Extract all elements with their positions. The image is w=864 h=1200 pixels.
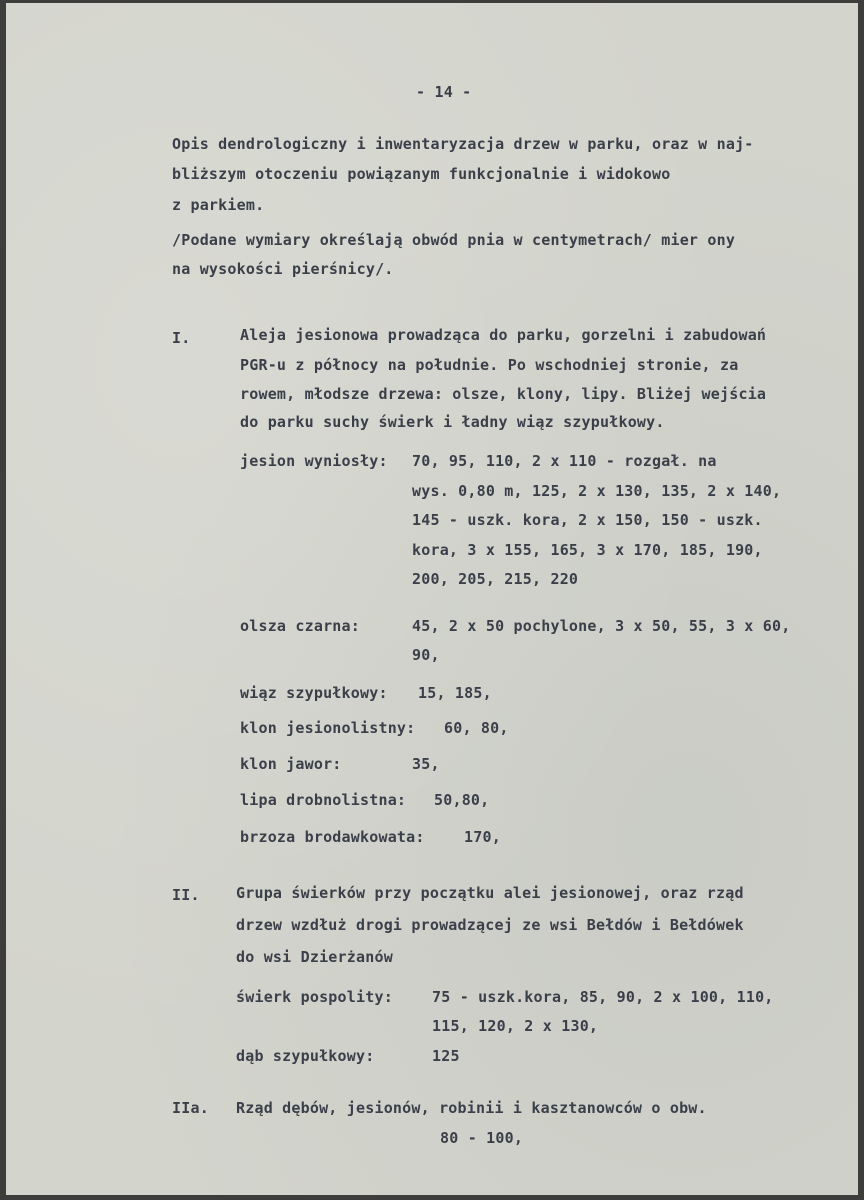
species-values: kora, 3 x 155, 165, 3 x 170, 185, 190, bbox=[412, 541, 763, 559]
section-desc-line: Aleja jesionowa prowadząca do parku, gorzelni i zabudowań bbox=[240, 326, 767, 344]
section-values: 80 - 100, bbox=[440, 1129, 524, 1147]
species-values: 45, 2 x 50 pochylone, 3 x 50, 55, 3 x 60, bbox=[412, 617, 791, 635]
species-name: świerk pospolity: bbox=[236, 988, 393, 1006]
section-desc-line: Grupa świerków przy początku alei jesionowej, oraz rząd bbox=[236, 884, 744, 902]
section-desc-line: Rząd dębów, jesionów, robinii i kasztanowców o obw. bbox=[236, 1099, 707, 1117]
species-name: jesion wyniosły: bbox=[240, 452, 388, 470]
species-name: dąb szypułkowy: bbox=[236, 1047, 375, 1065]
species-name: brzoza brodawkowata: bbox=[240, 828, 425, 846]
species-values: 70, 95, 110, 2 x 110 - rozgał. na bbox=[412, 452, 717, 470]
species-name: wiąz szypułkowy: bbox=[240, 684, 388, 702]
species-values: 90, bbox=[412, 646, 440, 664]
species-values: 60, 80, bbox=[444, 719, 509, 737]
species-values: wys. 0,80 m, 125, 2 x 130, 135, 2 x 140, bbox=[412, 482, 782, 500]
page-number: - 14 - bbox=[416, 83, 472, 101]
species-values: 145 - uszk. kora, 2 x 150, 150 - uszk. bbox=[412, 511, 763, 529]
intro-line: z parkiem. bbox=[172, 196, 265, 214]
intro-note-line: /Podane wymiary określają obwód pnia w centymetrach/ mier ony bbox=[172, 231, 736, 249]
section-desc-line: drzew wzdłuż drogi prowadzącej ze wsi Bełdów i Bełdówek bbox=[236, 916, 744, 934]
section-number: I. bbox=[172, 329, 191, 347]
species-name: klon jesionolistny: bbox=[240, 719, 416, 737]
section-number: IIa. bbox=[172, 1099, 209, 1117]
species-values: 200, 205, 215, 220 bbox=[412, 570, 579, 588]
intro-line: Opis dendrologiczny i inwentaryzacja drzew w parku, oraz w naj- bbox=[172, 135, 754, 153]
species-values: 75 - uszk.kora, 85, 90, 2 x 100, 110, bbox=[432, 988, 774, 1006]
section-number: II. bbox=[172, 886, 200, 904]
species-values: 170, bbox=[464, 828, 501, 846]
species-values: 15, 185, bbox=[418, 684, 492, 702]
species-name: olsza czarna: bbox=[240, 617, 360, 635]
section-desc-line: do wsi Dzierżanów bbox=[236, 948, 393, 966]
species-name: lipa drobnolistna: bbox=[240, 791, 407, 809]
section-desc-line: do parku suchy świerk i ładny wiąz szypułkowy. bbox=[240, 413, 665, 431]
section-desc-line: PGR-u z północy na południe. Po wschodniej stronie, za bbox=[240, 356, 739, 374]
species-values: 115, 120, 2 x 130, bbox=[432, 1017, 599, 1035]
species-values: 50,80, bbox=[434, 791, 490, 809]
species-values: 35, bbox=[412, 755, 440, 773]
species-name: klon jawor: bbox=[240, 755, 342, 773]
species-values: 125 bbox=[432, 1047, 460, 1065]
typewritten-page bbox=[6, 3, 858, 1195]
section-desc-line: rowem, młodsze drzewa: olsze, klony, lipy. Bliżej wejścia bbox=[240, 385, 767, 403]
intro-note-line: na wysokości pierśnicy/. bbox=[172, 260, 394, 278]
intro-line: bliższym otoczeniu powiązanym funkcjonalnie i widokowo bbox=[172, 165, 671, 183]
